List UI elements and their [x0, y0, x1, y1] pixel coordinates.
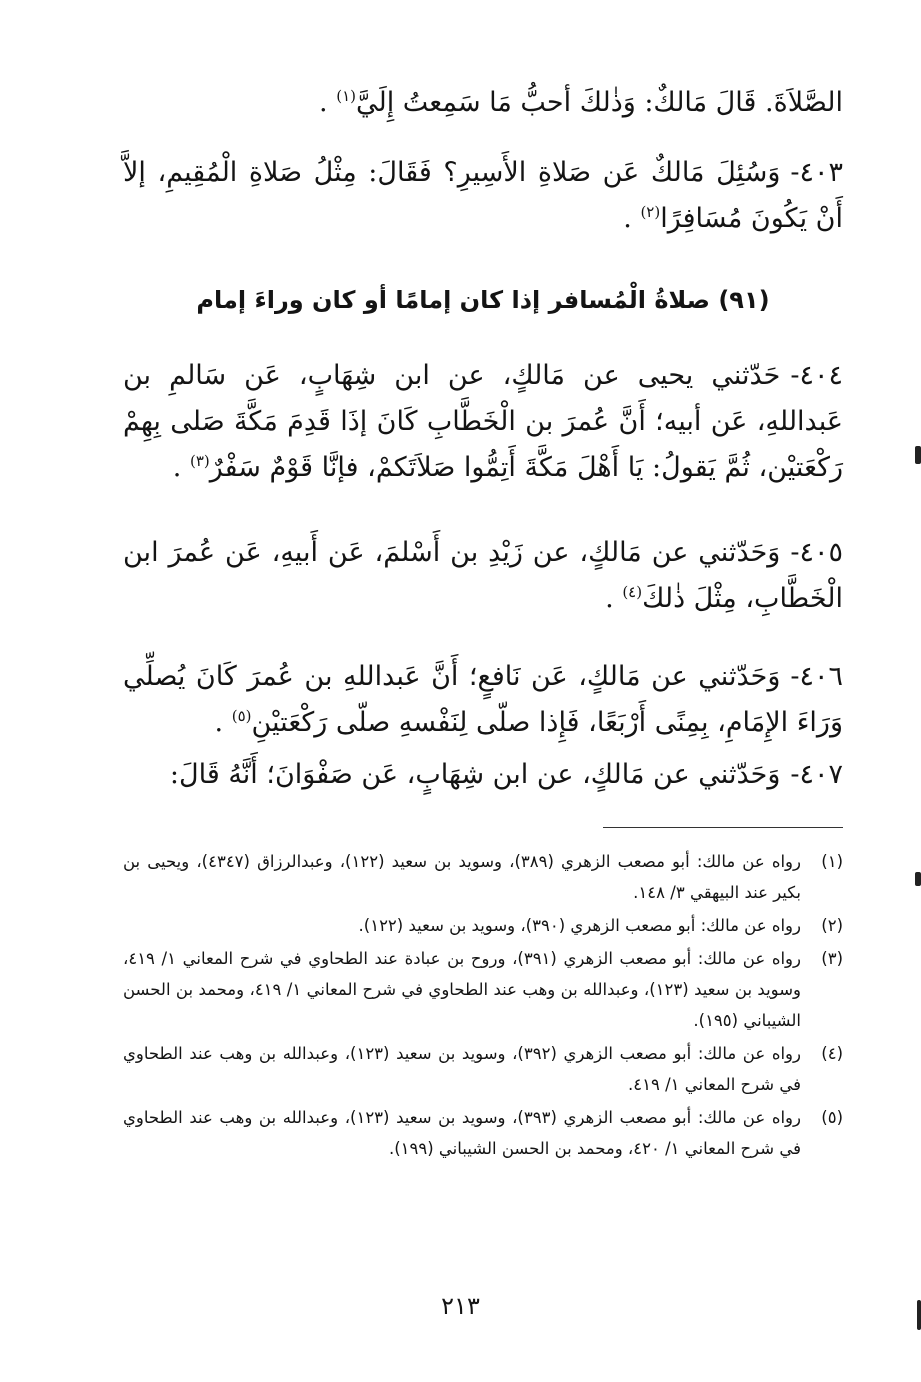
page-number: ٢١٣ [441, 1292, 480, 1320]
paragraph-text: الصَّلاَةَ. قَالَ مَالكٌ: وَذٰلكَ أحبُّ مَا سَمِعتُ إِلَيَّ [355, 87, 843, 118]
scan-edge-mark [915, 446, 921, 464]
paragraph-end: . [605, 583, 623, 614]
scan-edge-mark [917, 1300, 921, 1330]
paragraph-text: وَحَدّثني عن مَالكٍ، عن زَيْدِ بن أَسْلمَ، عَن أَبيهِ، عَن عُمرَ ابن الْخَطَّابِ، مِثْلَ ذٰلكَ [123, 537, 843, 614]
paragraph-text: حَدّثني يحيى عن مَالكٍ، عن ابن شِهَابٍ، عَن سَالمِ بن عَبداللهِ، عَن أبيه؛ أَنَّ عُمرَ بن الْخَطَّابِ كَانَ إذَا قَدِمَ مَكَّةَ صَلى بِهِمْ رَكْعَتيْن، ثُمَّ يَقولُ: يَا أَهْلَ مَكَّةَ أَتِمُّوا صَلاَتَكمْ، فإنَّا قَوْمٌ سَفْرٌ [123, 360, 843, 483]
footnote-marker: (٥) [231, 707, 252, 725]
chapter-heading: (٩١) صلاةُ الْمُسافر إذا كان إمامًا أو كان وراءَ إمام [196, 286, 770, 314]
paragraph-end: . [214, 707, 232, 738]
paragraph-text: وَحَدّثني عن مَالكٍ، عَن نَافعٍ؛ أَنَّ عَبداللهِ بن عُمرَ كَانَ يُصلِّي وَرَاءَ الإِمَامِ، بِمِنًى أَرْبَعًا، فَإِذا صلّى لِنَفْسهِ صلّى رَكْعَتيْنِ [123, 661, 843, 738]
paragraph-text: وَسُئِلَ مَالكٌ عَن صَلاةِ الأَسِيرِ؟ فَقَالَ: مِثْلُ صَلاةِ الْمُقِيمِ، إلاَّ أَنْ يَكُونَ مُسَافِرًا [123, 157, 843, 234]
footnote-text: رواه عن مالك: أبو مصعب الزهري (٣٩١)، وروح بن عبادة عند الطحاوي في شرح المعاني ١/ ٤١٩، وسويد بن سعيد (١٢٣)، وعبدالله بن وهب عند الطحاوي في شرح المعاني ١/ ٤١٩، ومحمد بن الحسن الشيباني (١٩٥). [123, 949, 801, 1030]
footnote-marker: (١) [336, 87, 356, 105]
footnote-item [123, 943, 843, 1036]
paragraph-403 [123, 150, 843, 242]
hadith-number: ٤٠٣- [790, 157, 843, 188]
paragraph-407 [123, 752, 843, 798]
footnote-number: (٥) [821, 1108, 843, 1127]
scan-edge-mark [915, 872, 921, 886]
footnote-item [123, 846, 843, 908]
footnote-item [123, 1102, 843, 1164]
footnote-marker: (٤) [622, 583, 643, 601]
footnote-separator [603, 827, 843, 828]
footnote-text: رواه عن مالك: أبو مصعب الزهري (٣٨٩)، وسويد بن سعيد (١٢٢)، وعبدالرزاق (٤٣٤٧)، ويحيى بن بكير عند البيهقي ٣/ ١٤٨. [123, 852, 801, 902]
footnote-marker: (٣) [189, 452, 210, 470]
footnote-item [123, 910, 843, 941]
paragraph-end: . [319, 87, 337, 118]
footnotes-section [123, 846, 843, 1166]
paragraph-end: . [172, 452, 190, 483]
paragraph-405 [123, 530, 843, 622]
hadith-number: ٤٠٤- [790, 360, 843, 391]
footnote-number: (٤) [821, 1044, 843, 1063]
footnote-text: رواه عن مالك: أبو مصعب الزهري (٣٩٢)، وسويد بن سعيد (١٢٣)، وعبدالله بن وهب عند الطحاوي في شرح المعاني ١/ ٤١٩. [123, 1044, 801, 1094]
footnote-text: رواه عن مالك: أبو مصعب الزهري (٣٩٣)، وسويد بن سعيد (١٢٣)، وعبدالله بن وهب عند الطحاوي في شرح المعاني ١/ ٤٢٠، ومحمد بن الحسن الشيباني (١٩٩). [123, 1108, 801, 1158]
paragraph-text: وَحَدّثني عن مَالكٍ، عن ابن شِهَابٍ، عَن صَفْوَانَ؛ أَنَّهُ قَالَ: [169, 759, 781, 790]
footnote-marker: (٢) [640, 203, 661, 221]
paragraph-continuation [123, 80, 843, 126]
paragraph-404 [123, 353, 843, 491]
hadith-number: ٤٠٦- [790, 661, 843, 692]
footnote-number: (٣) [821, 949, 843, 968]
footnote-text: رواه عن مالك: أبو مصعب الزهري (٣٩٠)، وسويد بن سعيد (١٢٢). [358, 916, 801, 935]
hadith-number: ٤٠٧- [790, 759, 843, 790]
hadith-number: ٤٠٥- [790, 537, 843, 568]
footnote-number: (١) [821, 852, 843, 871]
paragraph-end: . [623, 203, 641, 234]
paragraph-406 [123, 654, 843, 746]
footnote-number: (٢) [821, 916, 843, 935]
footnote-item [123, 1038, 843, 1100]
